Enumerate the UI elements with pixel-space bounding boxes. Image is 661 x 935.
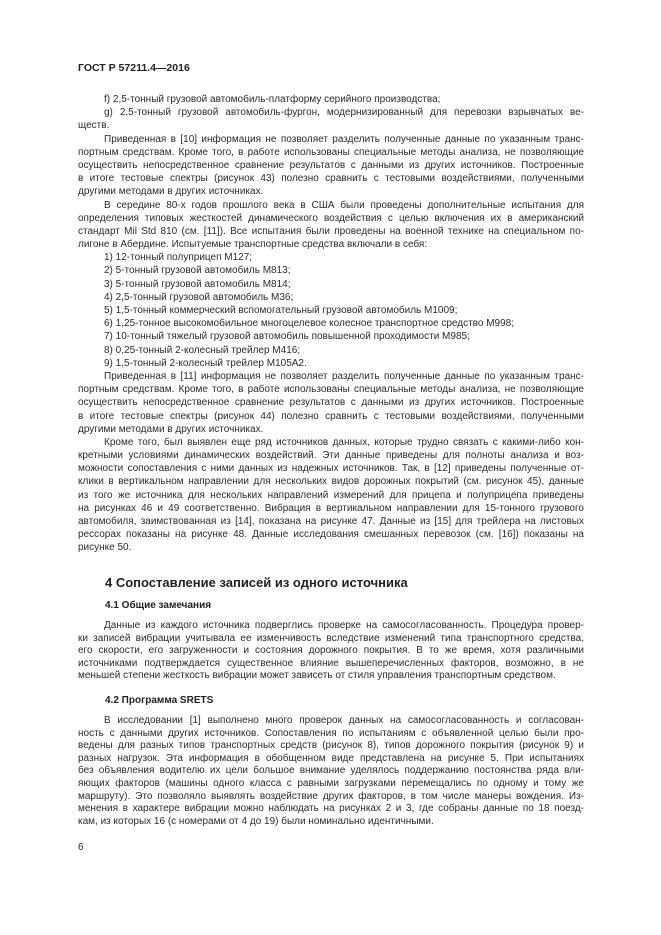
text-line: Кроме того, был выявлен еще ряд источников данных, которые трудно связать с какими-либо кон-	[104, 436, 584, 448]
section-heading-4: 4 Сопоставление записей из одного источника	[105, 575, 408, 590]
text-line: на рисунках 46 и 49 соответственно. Вибрация в вертикальном направлении для 15-тонного грузового	[78, 502, 584, 514]
text-line: f) 2,5-тонный грузовой автомобиль-платформу серийного производства;	[104, 94, 441, 105]
text-line: меньшей степени жесткость вибрации может зависеть от стиля управления транспортным средством.	[78, 670, 556, 682]
text-line: ность с данными других источников. Сопоставления по испытаниям с объявленной целью были про-	[78, 727, 584, 739]
text-line: В середине 80-х годов прошлого века в США были проведены дополнительные испытания для	[104, 199, 584, 211]
text-line: без объявления водителю их цели большое внимание уделялось поддержанию постоянства ряда вли-	[78, 765, 584, 777]
text-line: портным средствам. Кроме того, в работе использованы специальные методы анализа, не позволяющие	[78, 384, 584, 396]
text-line: 9) 1,5-тонный 2-колесный трейлер M105A2.	[104, 357, 307, 369]
section-4-1-text	[78, 620, 584, 683]
text-line: Данные из каждого источника подверглись проверке на самосогласованность. Процедура провер-	[104, 620, 584, 631]
paragraph	[78, 106, 584, 132]
text-line: Приведенная в [11] информация не позволяет разделить полученные данные по указанным транс-	[104, 370, 584, 382]
text-line: маршруту). Это позволяло выявлять воздействие других факторов, в том числе манеры вождения. Из-	[78, 790, 584, 802]
list-item	[78, 304, 584, 317]
text-line: его скорости, его загруженности и состояния дорожного покрытия. В то же время, хотя различными	[78, 645, 584, 657]
text-line: портным средствам. Кроме того, в работе использованы специальные методы анализа, не позволяющие	[78, 146, 584, 158]
list-item	[78, 291, 584, 304]
text-line: 3) 5-тонный грузовой автомобиль M814;	[104, 278, 291, 290]
text-line: 7) 10-тонный тяжелый грузовой автомобиль повышенной проходимости M985;	[104, 331, 470, 343]
text-line: из того же источника для нескольких направлений измерений для прицепа и полуприцепа приведены	[78, 489, 584, 501]
text-line: лигоне в Абердине. Испытуемые транспортные средства включали в себя:	[78, 239, 428, 251]
text-line: автомобиля, заимствованная из [14], показана на рисунке 47. Данные из [15] для трейлера на листовых	[78, 516, 584, 527]
paragraph	[78, 620, 584, 683]
text-line: рисунке 50.	[78, 542, 132, 554]
section-4-2-text	[78, 715, 584, 828]
text-line: g) 2,5-тонный грузовой автомобиль-фургон, модернизированный для перевозки взрывчатых ве-	[104, 107, 584, 119]
list-item	[78, 317, 584, 330]
text-line: стандарт Mil Std 810 (см. [11]). Все испытания были проведены на военной технике на специальном по-	[78, 225, 584, 237]
text-line: 4) 2,5-тонный грузовой автомобиль M36;	[104, 291, 294, 303]
list-item	[78, 278, 584, 291]
paragraph	[78, 133, 584, 199]
text-line: в итоге тестовые спектры (рисунок 44) полезно сравнить с тестовыми воздействиями, полученными	[78, 410, 584, 422]
text-line: ществ.	[78, 120, 110, 132]
paragraph	[78, 370, 584, 436]
text-line: осуществить непосредственное сравнение результатов с данными из других источников. Построенные	[78, 397, 584, 409]
text-line: определения типовых жесткостей динамического воздействия с целью включения их в американский	[78, 212, 584, 224]
list-item	[78, 330, 584, 343]
text-line: 6) 1,25-тонное высокомобильное многоцелевое колесное транспортное средство M998;	[104, 318, 515, 330]
list-item	[78, 264, 584, 277]
text-line: другими методами в других источниках.	[78, 186, 264, 198]
text-line: рессорах показаны на рисунке 48. Данные исследования смешанных перевозок (см. [16]) показаны на	[78, 529, 584, 541]
text-line: 1) 12-тонный полуприцеп M127;	[104, 252, 253, 264]
text-line: кам, из которых 16 (с номерами от 4 до 19) были номинально идентичными.	[78, 815, 434, 827]
text-line: менения в характере вибрации можно наблюдать на рисунках 2 и 3, где собраны данные по 18 поезд-	[78, 803, 584, 815]
list-item	[78, 251, 584, 264]
text-line: Приведенная в [10] информация не позволяет разделить полученные данные по указанным транс-	[104, 133, 584, 145]
text-line: 8) 0,25-тонный 2-колесный трейлер M416;	[104, 344, 301, 356]
text-line: разных нагрузок. Эта информация в обобщенном виде представлена на рисунке 5. При испытаниях	[78, 752, 584, 764]
text-line: ведены для разных типов транспортных средств (рисунок 8), типов дорожного покрытия (рисунок 9) и	[78, 740, 584, 752]
list-item	[78, 357, 584, 370]
paragraph	[78, 199, 584, 252]
text-line: В исследовании [1] выполнено много проверок данных на самосогласованность и согласован-	[104, 715, 584, 726]
subsection-heading-4-1: 4.1 Общие замечания	[105, 600, 212, 611]
text-line: яющих факторов (машины одного класса с равными загрузками перемещались по одному и тому же	[78, 777, 584, 789]
page-number: 6	[78, 842, 84, 853]
text-line: 5) 1,5-тонный коммерческий вспомогательный грузовой автомобиль M1009;	[104, 305, 458, 316]
paragraph	[78, 436, 584, 555]
text-line: ки записей вибрации учитывала ее изменчивость вследствие изменений типа транспортного средства,	[78, 632, 584, 644]
text-line: другими методами в других источниках.	[78, 423, 264, 435]
body-text-block-1	[78, 93, 584, 555]
text-line: осуществить непосредственное сравнение результатов с данными из других источников. Построенные	[78, 159, 584, 171]
text-line: клики в вертикальном направлении для нескольких видов дорожных покрытий (см. рисунок 45), данные	[78, 476, 584, 488]
list-item	[78, 344, 584, 357]
list-item	[78, 93, 584, 106]
text-line: можности сопоставления с ними данных из надежных источников. Так, в [12] приведены полученные от-	[78, 463, 584, 475]
text-line: 2) 5-тонный грузовой автомобиль M813;	[104, 265, 291, 277]
text-line: источниками подтверждается существенное влияние вышеперечисленных факторов, возможно, в не	[78, 657, 584, 669]
text-line: в итоге тестовые спектры (рисунок 43) полезно сравнить с тестовыми воздействиями, полученными	[78, 173, 584, 185]
text-line: кретными условиями динамических воздействий. Эти данные приведены для полноты анализа и воз-	[78, 450, 584, 462]
paragraph	[78, 715, 584, 828]
subsection-heading-4-2: 4.2 Программа SRETS	[105, 695, 214, 706]
document-header: ГОСТ Р 57211.4—2016	[78, 62, 190, 74]
